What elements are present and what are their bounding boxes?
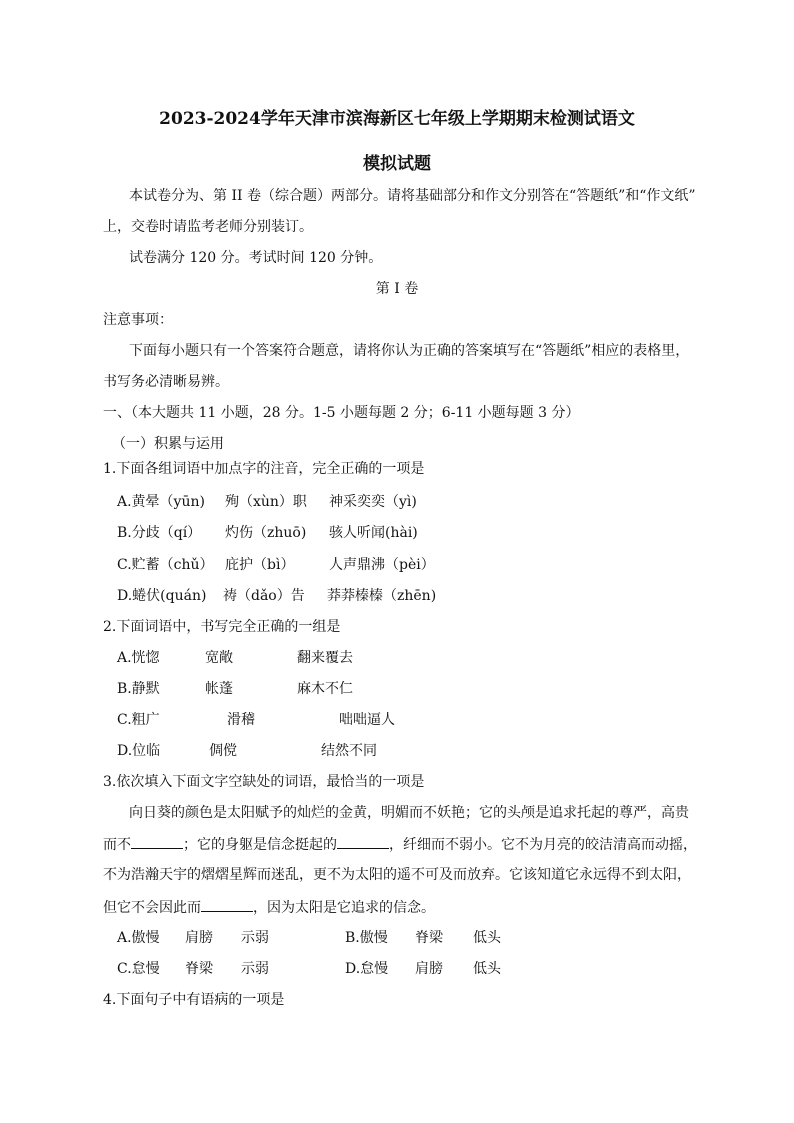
title-line-2: 模拟试题 [363,154,431,174]
intro-line-2: 上，交卷时请监考老师分别装订。 [103,219,313,235]
volume-heading: 第 I 卷 [375,281,419,297]
subsection-heading: （一）积累与运用 [112,436,224,452]
q3-passage-line-1: 向日葵的颜色是太阳赋予的灿烂的金黄，明媚而不妖艳；它的头颅是追求托起的尊严，高贵 [129,805,689,821]
notice-line-1: 下面每小题只有一个答案符合题意，请将你认为正确的答案填写在“答题纸”相应的表格里， [129,343,690,359]
q3-passage-line-4: 但它不会因此而 ，因为太阳是它追求的信念。 [103,897,435,918]
blank-1 [131,834,183,849]
intro-line-1: 本试卷分为、第 II 卷（综合题）两部分。请将基础部分和作文分别答在“答题纸”和“作文纸” [129,188,696,204]
notice-line-2: 书写务必清晰易辨。 [103,374,229,390]
question-2-stem: 2.下面词语中，书写完全正确的一组是 [103,619,341,635]
question-1-stem: 1.下面各组词语中加点字的注音，完全正确的一项是 [103,461,425,477]
q3-passage-line-2: 而不 ；它的身躯是信念挺起的 ，纤细而不弱小。它不为月亮的皎洁清高而动摇， [103,834,697,855]
blank-3 [201,897,253,912]
intro-line-3: 试卷满分 120 分。考试时间 120 分钟。 [129,250,383,266]
title-line-1: 2023-2024学年天津市滨海新区七年级上学期期末检测试语文 [159,109,635,129]
q3-passage-line-3: 不为浩瀚天宇的熠熠星辉而迷乱，更不为太阳的遥不可及而放弃。它该知道它永远得不到太阳， [103,867,691,883]
question-4-stem: 4.下面句子中有语病的一项是 [103,992,285,1008]
notice-heading: 注意事项： [103,312,173,328]
document-page: 2023-2024学年天津市滨海新区七年级上学期期末检测试语文 模拟试题 本试卷分为、第 II 卷（综合题）两部分。请将基础部分和作文分别答在“答题纸”和“作文纸” 上，交卷时请监考老师分别装订。 试卷满分 120 分。考试时间 120 分钟。 第 I 卷 注意事项： 下面每小题只有一个答案符合题意，请将你认为正确的答案填写在“答题纸”相应的表格里， 书写务必清晰易辨。 一、（本大题共 11 小题，28 分。1-5 小题每题 2 分；6-11 小题每题 3 分） （一）积累与运用 1.下面各组词语中加点字的注音，完全正确的一项是 A.黄晕（yūn) 殉（xùn）职 神采奕奕（yì) B.分歧（qí） 灼伤（zhuō) 骇人听闻(hài) C.贮蓄（chǔ） 庇护（bì） 人声鼎沸（pèi） D.蜷伏(quán) 祷（dǎo）告 莽莽榛榛（zhēn) 2.下面词语中，书写完全正确的一组是 A.恍惚 宽敞 翻来覆去 B.静默 帐蓬 麻木不仁 C.粗广 滑稽 咄咄逼人 D.位临 倜傥 结然不同 3.依次填入下面文字空缺处的词语，最恰当的一项是 向日葵的颜色是太阳赋予的灿烂的金黄，明媚而不妖艳；它的头颅是追求托起的尊严，高贵 而不 ；它的身躯是信念挺起的 ，纤细而不弱小。它不为月亮的皎洁清高而动摇， 不为浩瀚天宇的熠熠星辉而迷乱，更不为太阳的遥不可及而放弃。它该知道它永远得不到太阳， 但它不会因此而 ，因为太阳是它追求的信念。 A.傲慢 肩膀 示弱 B.傲慢 脊梁 低头 C.怠慢 脊梁 示弱 D.怠慢 肩膀 低头 4.下面句子中有语病的一项是 [0,0,794,1123]
section-heading: 一、（本大题共 11 小题，28 分。1-5 小题每题 2 分；6-11 小题每题 3 分） [103,405,580,421]
question-3-stem: 3.依次填入下面文字空缺处的词语，最恰当的一项是 [103,774,425,790]
blank-2 [337,834,389,849]
